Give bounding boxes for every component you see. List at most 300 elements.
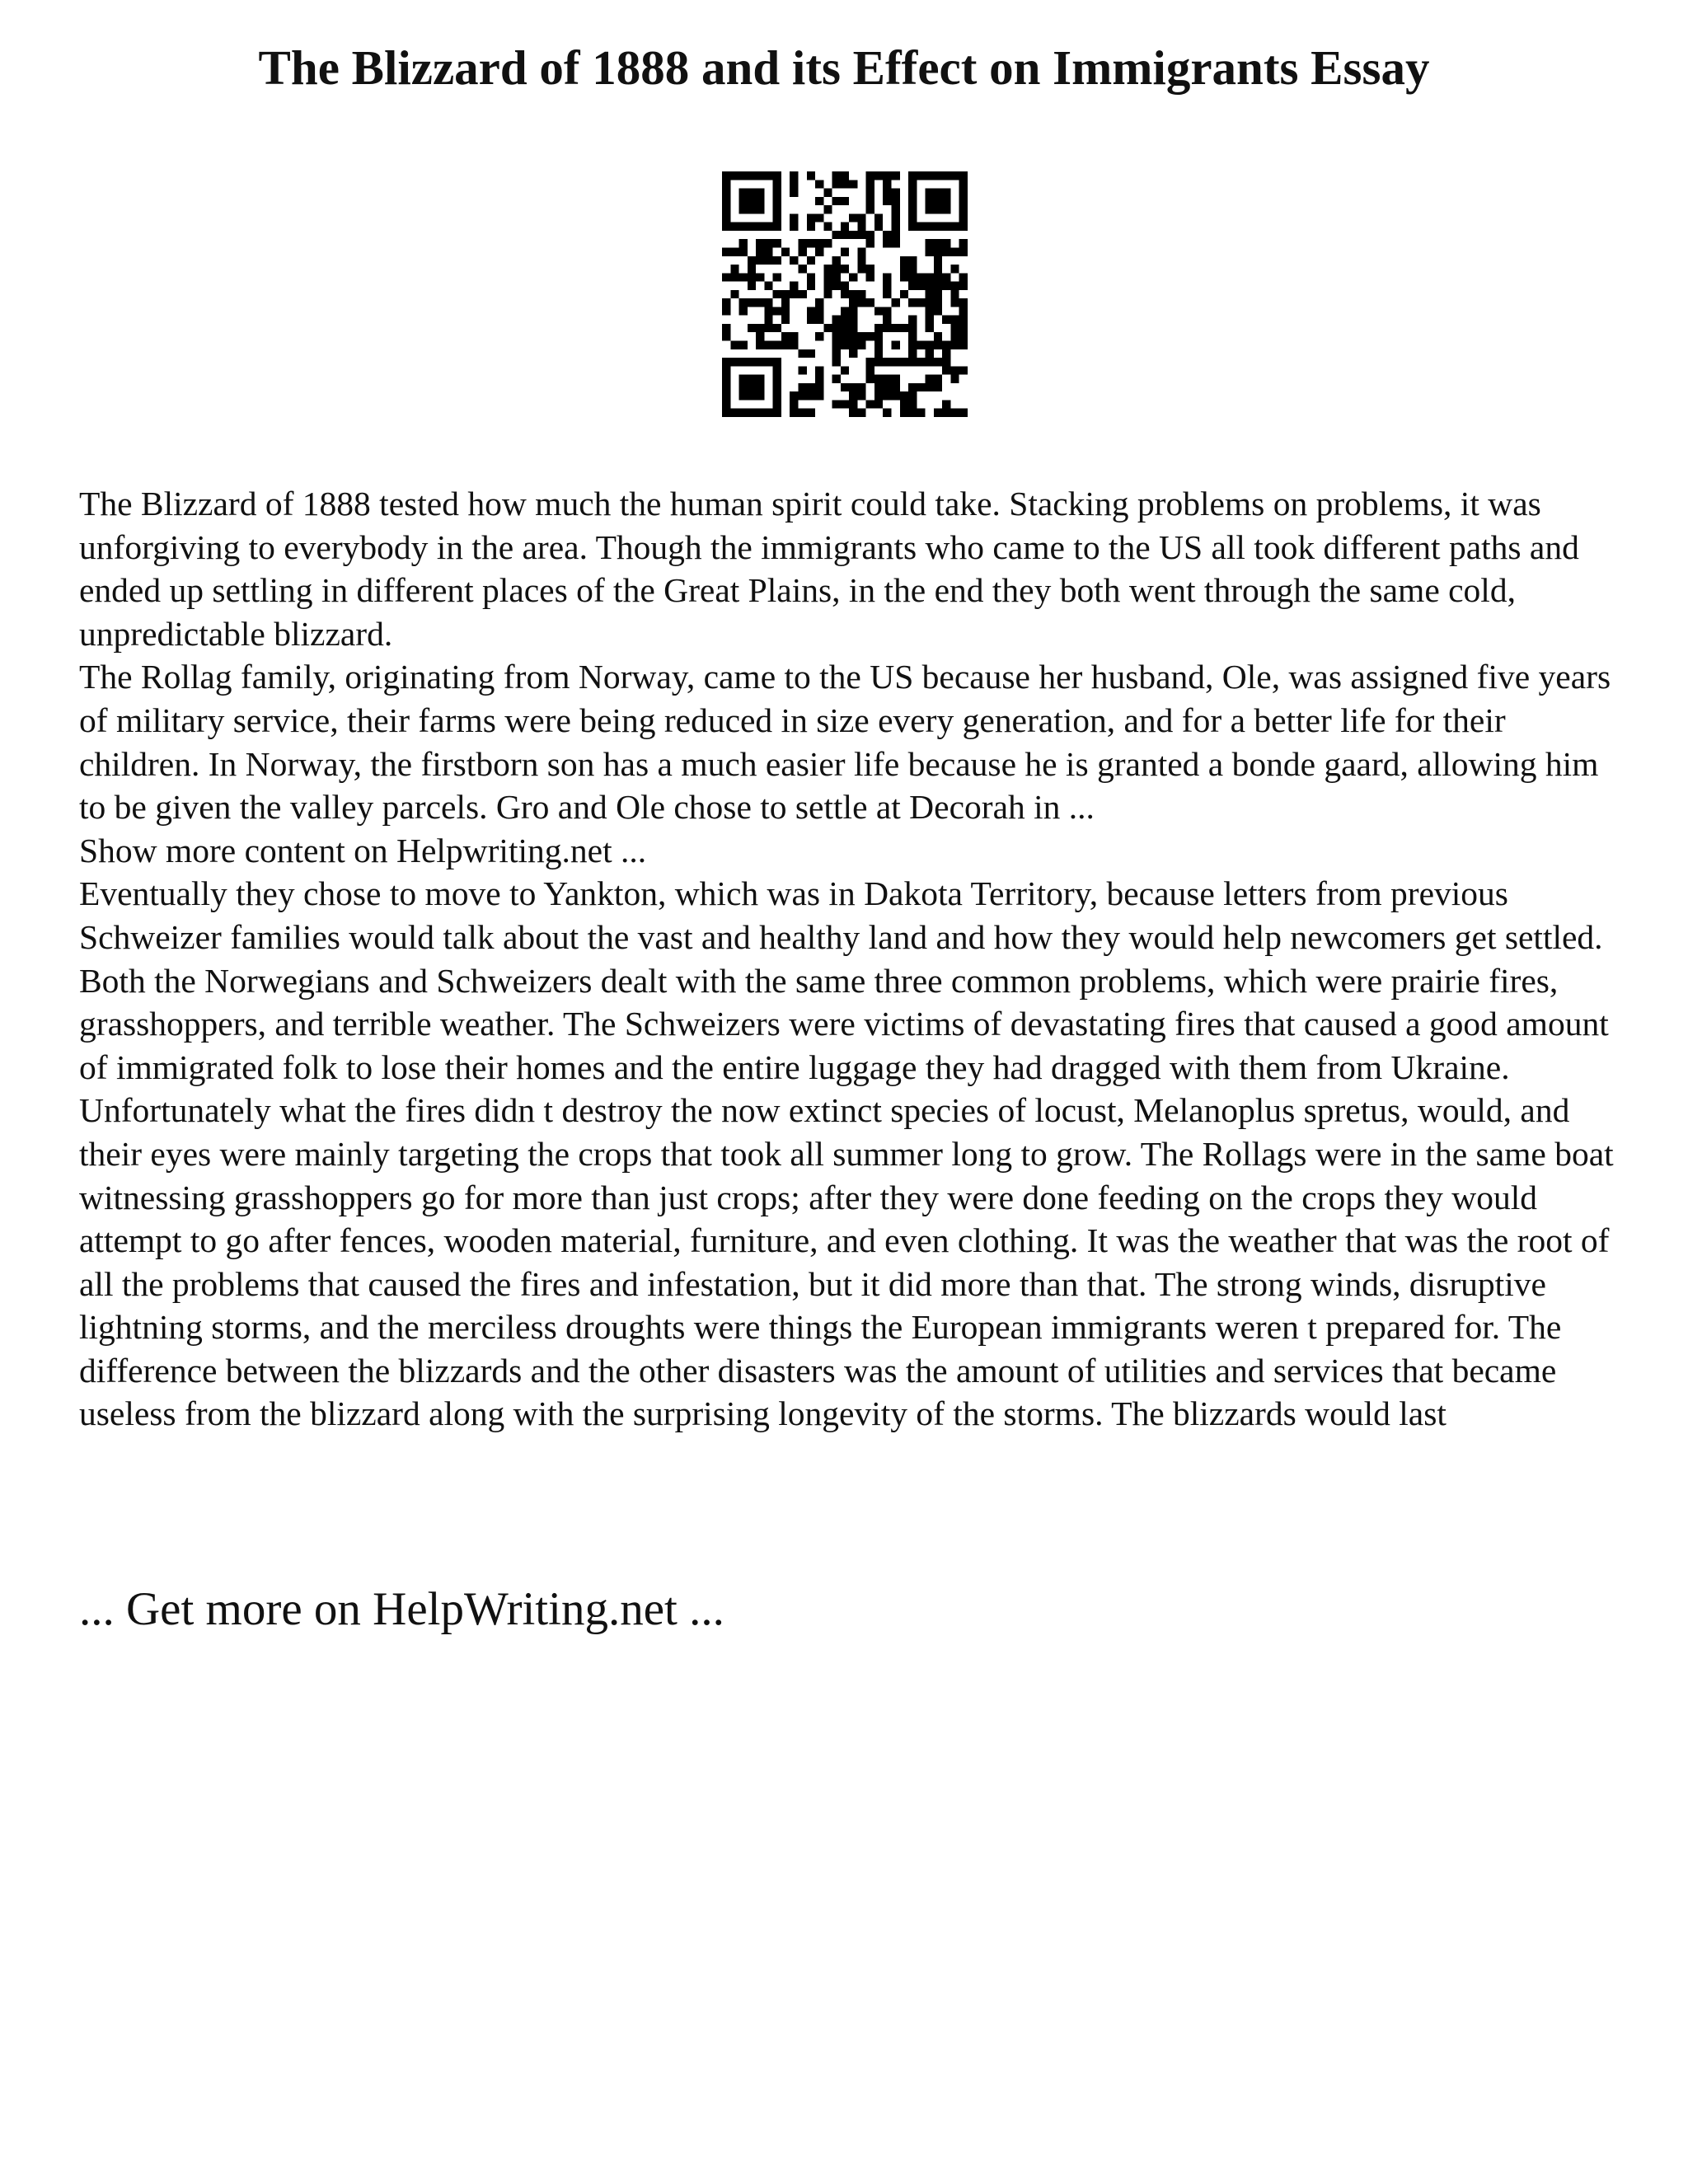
qr-module <box>892 391 900 400</box>
qr-module <box>908 180 917 188</box>
qr-module <box>849 231 857 239</box>
qr-module <box>841 332 849 340</box>
qr-module <box>832 171 841 180</box>
qr-module <box>857 391 865 400</box>
qr-module <box>917 409 925 417</box>
qr-module <box>942 400 950 408</box>
qr-module <box>926 349 934 358</box>
qr-module <box>917 358 925 366</box>
qr-module <box>730 247 738 255</box>
qr-module <box>764 341 772 349</box>
qr-module <box>832 265 841 273</box>
qr-module <box>942 341 950 349</box>
qr-module <box>756 383 764 391</box>
qr-module <box>841 341 849 349</box>
qr-module <box>841 307 849 315</box>
qr-module <box>866 171 874 180</box>
qr-module <box>756 409 764 417</box>
qr-module <box>926 375 934 383</box>
qr-module <box>874 349 883 358</box>
qr-module <box>756 171 764 180</box>
qr-module <box>959 409 968 417</box>
qr-module <box>950 324 959 332</box>
qr-module <box>722 223 730 231</box>
qr-module <box>883 391 891 400</box>
qr-module <box>917 298 925 307</box>
qr-module <box>722 375 730 383</box>
qr-module <box>756 247 764 255</box>
qr-module <box>849 316 857 324</box>
qr-module <box>748 205 756 213</box>
qr-module <box>807 391 815 400</box>
qr-module <box>849 341 857 349</box>
qr-module <box>857 231 865 239</box>
qr-module <box>722 298 730 307</box>
qr-module <box>934 298 942 307</box>
qr-module <box>832 231 841 239</box>
qr-module <box>748 189 756 197</box>
qr-module <box>959 366 968 374</box>
qr-module <box>959 282 968 290</box>
qr-module <box>815 375 823 383</box>
qr-module <box>857 383 865 391</box>
qr-module <box>908 223 917 231</box>
qr-module <box>892 324 900 332</box>
qr-module <box>807 316 815 324</box>
qr-module <box>841 383 849 391</box>
qr-module <box>815 307 823 315</box>
qr-module <box>748 409 756 417</box>
qr-module <box>722 247 730 255</box>
qr-module <box>926 282 934 290</box>
qr-module <box>832 273 841 281</box>
qr-module <box>866 197 874 205</box>
qr-module <box>773 391 781 400</box>
qr-module <box>773 307 781 315</box>
qr-module <box>892 231 900 239</box>
qr-module <box>823 282 832 290</box>
qr-module <box>950 265 959 273</box>
qr-module <box>807 171 815 180</box>
qr-module <box>730 341 738 349</box>
qr-module <box>790 391 798 400</box>
qr-module <box>790 332 798 340</box>
qr-module <box>950 171 959 180</box>
qr-module <box>900 290 908 298</box>
paragraph-yankton: Eventually they chose to move to Yankton, which was in Dakota Territory, because letters from previous Schweizer families would talk about the vast and healthy land and how they would help newcomers get settled. Both the Norwegians and Schweizers dealt with the same three common problems, which were prairie fires, grasshoppers, and terrible weather. The Schweizers were victims of devastating fires that caused a good amount of immigrated folk to lose their homes and the entire luggage they had dragged with them from Ukraine. Unfortunately what the fires didn t destroy the now extinct species of locust, Melanoplus spretus, would, and their eyes were mainly targeting the crops that took all summer long to grow. The Rollags were in the same boat witnessing grasshoppers go for more than just crops; after they were done feeding on the crops they would attempt to go after fences, wooden material, furniture, and even clothing. It was the weather that was the root of all the problems that caused the fires and infestation, but it did more than that. The strong winds, disruptive lightning storms, and the merciless droughts were things the European immigrants weren t prepared for. The difference between the blizzards and the other disasters was the amount of utilities and services that became useless from the blizzard along with the surprising longevity of the storms. The blizzards would last <box>79 874 1614 1433</box>
qr-module <box>781 290 790 298</box>
qr-module <box>849 332 857 340</box>
qr-module <box>959 324 968 332</box>
qr-module <box>841 290 849 298</box>
qr-module <box>739 247 748 255</box>
qr-module <box>934 341 942 349</box>
qr-module <box>748 282 756 290</box>
qr-module <box>832 197 841 205</box>
qr-module <box>798 239 806 247</box>
qr-module <box>908 324 917 332</box>
qr-module <box>790 189 798 197</box>
qr-module <box>917 171 925 180</box>
qr-module <box>857 290 865 298</box>
qr-module <box>883 239 891 247</box>
qr-module <box>874 213 883 222</box>
qr-module <box>748 324 756 332</box>
qr-module <box>781 332 790 340</box>
qr-module <box>807 239 815 247</box>
qr-module <box>926 358 934 366</box>
qr-module <box>739 375 748 383</box>
qr-module <box>722 197 730 205</box>
qr-module <box>934 383 942 391</box>
qr-module <box>900 391 908 400</box>
qr-module <box>950 247 959 255</box>
qr-module <box>722 366 730 374</box>
qr-module <box>908 213 917 222</box>
qr-module <box>790 213 798 222</box>
qr-module <box>722 171 730 180</box>
qr-module <box>841 171 849 180</box>
qr-module <box>815 239 823 247</box>
qr-module <box>942 223 950 231</box>
qr-module <box>917 273 925 281</box>
qr-module <box>739 383 748 391</box>
qr-module <box>748 298 756 307</box>
paragraph-intro: The Blizzard of 1888 tested how much the human spirit could take. Stacking problems on problems, it was unforgiving to everybody in the area. Though the immigrants who came to the US all took different paths and ended up settling in different places of the Great Plains, in the end they both went through the same cold, unpredictable blizzard. <box>79 485 1579 653</box>
qr-module <box>756 298 764 307</box>
qr-module <box>773 409 781 417</box>
qr-module <box>798 383 806 391</box>
qr-module <box>722 409 730 417</box>
qr-module <box>934 223 942 231</box>
qr-module <box>883 180 891 188</box>
paragraph-rollag: The Rollag family, originating from Norway, came to the US because her husband, Ole, was assigned five years of military service, their farms were being reduced in size every generation, and for a better life for their children. In Norway, the firstborn son has a much easier life because he is granted a bonde gaard, allowing him to be given the valley parcels. Gro and Ole chose to settle at Decorah in ... <box>79 658 1611 827</box>
qr-module <box>866 366 874 374</box>
qr-module <box>748 265 756 273</box>
qr-module <box>832 332 841 340</box>
qr-module <box>790 223 798 231</box>
qr-module <box>849 391 857 400</box>
qr-module <box>926 205 934 213</box>
qr-module <box>807 349 815 358</box>
qr-module <box>739 358 748 366</box>
qr-module <box>892 383 900 391</box>
qr-module <box>959 247 968 255</box>
qr-module <box>942 409 950 417</box>
qr-module <box>926 316 934 324</box>
qr-module <box>722 400 730 408</box>
qr-module <box>748 256 756 265</box>
qr-module <box>764 316 772 324</box>
qr-module <box>934 265 942 273</box>
qr-module <box>781 247 790 255</box>
qr-module <box>764 247 772 255</box>
qr-module <box>866 400 874 408</box>
qr-module <box>892 189 900 197</box>
qr-module <box>832 375 841 383</box>
qr-module <box>722 391 730 400</box>
qr-module <box>748 391 756 400</box>
qr-module <box>934 332 942 340</box>
qr-module <box>908 409 917 417</box>
qr-module <box>857 332 865 340</box>
qr-module <box>773 375 781 383</box>
qr-module <box>917 282 925 290</box>
qr-module <box>934 358 942 366</box>
qr-module <box>892 341 900 349</box>
qr-module <box>857 247 865 255</box>
qr-module <box>815 366 823 374</box>
qr-module <box>950 223 959 231</box>
qr-module <box>950 366 959 374</box>
qr-module <box>815 383 823 391</box>
qr-module <box>722 332 730 340</box>
qr-module <box>748 358 756 366</box>
qr-module <box>798 265 806 273</box>
qr-module <box>739 239 748 247</box>
qr-module <box>823 265 832 273</box>
qr-module <box>892 205 900 213</box>
qr-module <box>908 205 917 213</box>
qr-module <box>807 273 815 281</box>
qr-module <box>748 383 756 391</box>
qr-module <box>883 409 891 417</box>
qr-module <box>739 205 748 213</box>
qr-module <box>934 239 942 247</box>
qr-module <box>849 298 857 307</box>
qr-module <box>959 273 968 281</box>
qr-module <box>908 391 917 400</box>
qr-module <box>841 400 849 408</box>
qr-module <box>934 307 942 315</box>
qr-module <box>908 332 917 340</box>
qr-module <box>926 290 934 298</box>
qr-module <box>748 273 756 281</box>
qr-module <box>841 197 849 205</box>
qr-module <box>934 375 942 383</box>
qr-module <box>832 180 841 188</box>
qr-module <box>917 341 925 349</box>
qr-module <box>950 375 959 383</box>
qr-module <box>959 189 968 197</box>
qr-module <box>866 265 874 273</box>
qr-module <box>790 409 798 417</box>
qr-module <box>934 409 942 417</box>
qr-module <box>807 409 815 417</box>
qr-module <box>950 282 959 290</box>
qr-module <box>739 307 748 315</box>
qr-module <box>900 265 908 273</box>
qr-module <box>807 282 815 290</box>
qr-module <box>857 256 865 265</box>
qr-module <box>942 247 950 255</box>
qr-module <box>739 341 748 349</box>
qr-module <box>959 205 968 213</box>
qr-module <box>926 223 934 231</box>
qr-module <box>950 298 959 307</box>
qr-module <box>798 290 806 298</box>
qr-module <box>773 180 781 188</box>
qr-module <box>866 205 874 213</box>
qr-module <box>807 383 815 391</box>
qr-module <box>874 324 883 332</box>
qr-module <box>900 273 908 281</box>
qr-module <box>883 316 891 324</box>
show-more-link[interactable]: Show more content on Helpwriting.net ... <box>79 831 647 869</box>
qr-module <box>934 189 942 197</box>
qr-module <box>790 180 798 188</box>
qr-module <box>790 290 798 298</box>
qr-module <box>934 205 942 213</box>
qr-module <box>790 282 798 290</box>
qr-module <box>926 239 934 247</box>
qr-module <box>950 409 959 417</box>
qr-module <box>756 197 764 205</box>
qr-module <box>756 358 764 366</box>
qr-module <box>908 197 917 205</box>
qr-module <box>798 409 806 417</box>
qr-module <box>849 273 857 281</box>
qr-module <box>857 223 865 231</box>
qr-module <box>739 273 748 281</box>
qr-module <box>934 290 942 298</box>
qr-module <box>926 247 934 255</box>
qr-module <box>926 341 934 349</box>
qr-module <box>832 400 841 408</box>
qr-module <box>959 223 968 231</box>
qr-module <box>790 341 798 349</box>
qr-module <box>722 189 730 197</box>
qr-module <box>815 316 823 324</box>
qr-module <box>942 197 950 205</box>
qr-module <box>908 282 917 290</box>
qr-module <box>908 171 917 180</box>
qr-module <box>773 366 781 374</box>
qr-module <box>883 383 891 391</box>
qr-module <box>815 197 823 205</box>
qr-module <box>823 223 832 231</box>
qr-module <box>950 290 959 298</box>
qr-module <box>841 265 849 273</box>
qr-module <box>832 256 841 265</box>
qr-module <box>874 171 883 180</box>
qr-module <box>959 341 968 349</box>
qr-module <box>942 239 950 247</box>
qr-module <box>773 273 781 281</box>
qr-module <box>773 205 781 213</box>
qr-module <box>756 256 764 265</box>
qr-module <box>908 400 917 408</box>
qr-module <box>908 189 917 197</box>
qr-module <box>866 189 874 197</box>
qr-module <box>790 171 798 180</box>
qr-module <box>874 391 883 400</box>
qr-module <box>866 180 874 188</box>
qr-module <box>832 316 841 324</box>
qr-module <box>883 307 891 315</box>
qr-module <box>883 171 891 180</box>
qr-module <box>756 341 764 349</box>
qr-module <box>730 273 738 281</box>
qr-module <box>874 223 883 231</box>
qr-module <box>883 358 891 366</box>
qr-module <box>798 391 806 400</box>
qr-module <box>934 273 942 281</box>
qr-module <box>857 341 865 349</box>
qr-module <box>832 324 841 332</box>
qr-module <box>756 391 764 400</box>
qr-module <box>926 273 934 281</box>
qr-module <box>883 375 891 383</box>
qr-module <box>773 171 781 180</box>
qr-module <box>722 180 730 188</box>
qr-module <box>874 375 883 383</box>
qr-module <box>748 171 756 180</box>
qr-module <box>756 332 764 340</box>
qr-module <box>748 197 756 205</box>
qr-module <box>815 180 823 188</box>
qr-module <box>883 231 891 239</box>
qr-module <box>926 189 934 197</box>
qr-module <box>730 358 738 366</box>
qr-module <box>739 391 748 400</box>
qr-module <box>917 383 925 391</box>
qr-module <box>942 282 950 290</box>
qr-module <box>756 205 764 213</box>
qr-module <box>841 324 849 332</box>
qr-module <box>926 171 934 180</box>
qr-module <box>807 223 815 231</box>
qr-module <box>764 239 772 247</box>
qr-module <box>959 332 968 340</box>
qr-module <box>781 298 790 307</box>
qr-module <box>790 256 798 265</box>
qr-module <box>959 307 968 315</box>
qr-module <box>934 197 942 205</box>
qr-module <box>841 282 849 290</box>
qr-module <box>883 189 891 197</box>
qr-module <box>730 409 738 417</box>
qr-module <box>815 213 823 222</box>
qr-module <box>900 256 908 265</box>
qr-module <box>942 349 950 358</box>
qr-module <box>841 316 849 324</box>
qr-module <box>823 189 832 197</box>
qr-module <box>815 298 823 307</box>
qr-module <box>756 324 764 332</box>
qr-module <box>892 239 900 247</box>
qr-module <box>892 223 900 231</box>
qr-module <box>900 400 908 408</box>
qr-module <box>959 213 968 222</box>
qr-module <box>866 239 874 247</box>
qr-module <box>857 409 865 417</box>
qr-module <box>926 298 934 307</box>
qr-module <box>807 213 815 222</box>
essay-body <box>79 482 1620 1436</box>
qr-module <box>832 341 841 349</box>
qr-module <box>815 332 823 340</box>
qr-module <box>908 383 917 391</box>
qr-module <box>764 324 772 332</box>
qr-module <box>798 349 806 358</box>
qr-module <box>722 273 730 281</box>
qr-module <box>841 223 849 231</box>
qr-module <box>764 409 772 417</box>
get-more-link[interactable]: ... Get more on HelpWriting.net ... <box>79 1583 724 1635</box>
qr-module <box>883 197 891 205</box>
qr-module <box>773 256 781 265</box>
